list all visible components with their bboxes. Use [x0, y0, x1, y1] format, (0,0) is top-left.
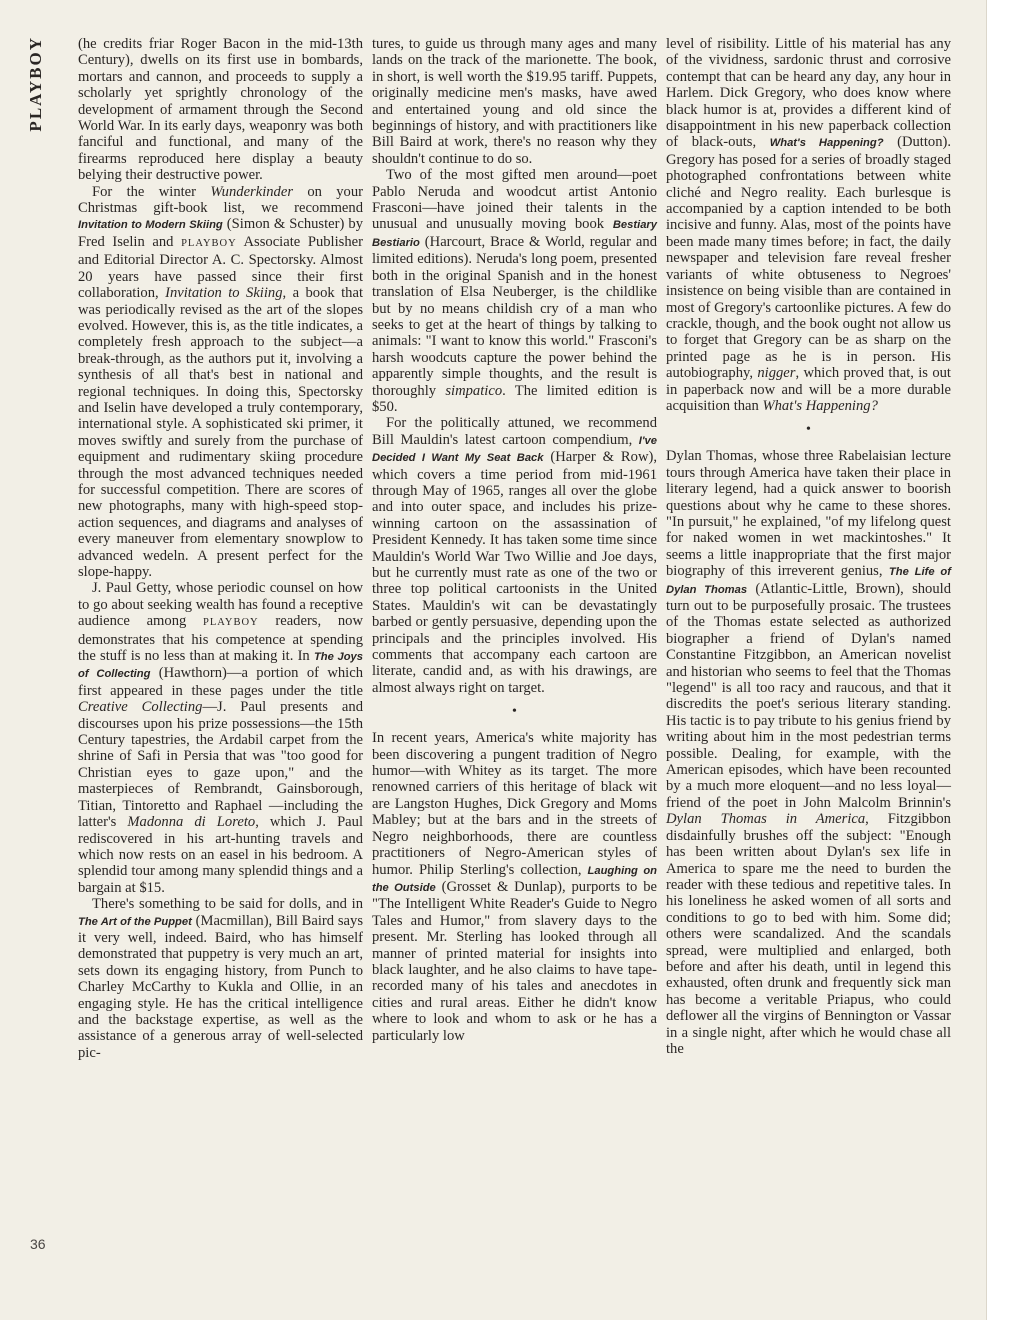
paragraph-text: —J. Paul presents and discourses upon his prize possessions—the 15th Century tapestries, the Ardabil carpet from the shrine of Safi in Persia that was "too good for Christian eyes to gaze upon," and the masterpieces of Rembrandt, Gainsborough, Titian, Tintoretto and Raphael —including the latter's — [78, 699, 363, 831]
page-number: 36 — [30, 1236, 46, 1252]
paragraph-text: There's something to be said for dolls, and in — [92, 896, 363, 913]
italic-text: Invitation to Skiing — [165, 285, 283, 302]
book-title: Bestiary Bestiario — [372, 219, 657, 249]
magazine-name-inline: PLAYBOY — [203, 617, 259, 629]
paragraph-text: (he credits friar Roger Bacon in the mid-13th Century), dwells on its first use in bombards, mortars and cannon, and proceeds to supply a scholarly yet sprightly chronology of the development of armament through the Second World War. In its early days, weaponry was both fanciful and functional, and many of the firearms reproduced here display a beauty belying their destructive power. — [78, 36, 363, 184]
text-column-3 — [666, 36, 951, 1057]
book-title: The Life of Dylan Thomas — [666, 566, 951, 596]
magazine-name-inline: PLAYBOY — [181, 237, 237, 249]
paragraph-text: , which proved that, is out in paperback now and will be a more durable acquisition than — [666, 365, 951, 414]
paragraph-text: For the politically attuned, we recommend Bill Mauldin's latest cartoon compendium, — [372, 415, 657, 448]
italic-text: Dylan Thomas in America — [666, 811, 866, 828]
article-paragraph — [372, 415, 657, 696]
paragraph-text: (Macmillan), Bill Baird says it very well, indeed. Baird, who has himself demonstrated that puppetry is very much an art, sets down its engaging history, from Punch to Charley McCarthy to Kukla and Ollie, in an engaging style. He has the critical intelligence and the backstage expertise, as well as the assistance of a generous array of well-selected pic- — [78, 912, 363, 1061]
paragraph-text: (Grosset & Dunlap), purports to be "The Intelligent White Reader's Guide to Negro Tales and Humor," from slavery days to the present. Mr. Sterling has looked through all manner of printed material for insights into black laughter, and he also claims to have tape-recorded many of his tales and anecdotes in cities and rural areas. Either he didn't know where to look and whom to ask or he has a particularly low — [372, 878, 657, 1044]
book-title: Invitation to Modern Skiing — [78, 219, 223, 232]
article-paragraph — [78, 184, 363, 581]
italic-text: Creative Collecting — [78, 699, 203, 716]
paragraph-text: Two of the most gifted men around—poet Pablo Neruda and woodcut artist Antonio Frasconi—have joined their talents in the unusual and unusually moving book — [372, 167, 657, 233]
paragraph-text: . The limited edition is $50. — [372, 382, 658, 415]
paragraph-text: Dylan Thomas, whose three Rabelaisian lecture tours through America have taken their place in literary legend, had a quick answer to boorish questions about why he came to these shores. "In pursuit," he explained, "of my lifelong quest for naked women in wet mackintoshes." It seems a little inappropriate that the first major biography of this irreverent genius, — [666, 448, 951, 580]
article-paragraph — [372, 730, 657, 1044]
paragraph-text: level of risibility. Little of his material has any of the vividness, sardonic thrust and corrosive contempt that can be heard any day, any hour in Harlem. Dick Gregory, who does know where black humor is at, provides a different kind of disappointment in his new paperback collection of black-outs, — [666, 36, 951, 151]
italic-text: simpatico — [445, 382, 503, 399]
paragraph-text: In recent years, America's white majority has been discovering a pungent tradition of Negro humor—with Whitey as its target. The more renowned carriers of this heritage of black wit are Langston Hughes, Dick Gregory and Moms Mabley; but at the bars and in the streets of Negro neighborhoods, there are countless practitioners of Negro-American styles of humor. Philip Sterling's collection, — [372, 730, 657, 878]
italic-text: What's Happening? — [762, 397, 878, 414]
article-paragraph — [78, 896, 363, 1061]
book-title: I've Decided I Want My Seat Back — [372, 434, 657, 465]
article-paragraph — [666, 36, 951, 414]
paragraph-text: Associate Publisher and Editorial Director A. C. Spectorsky. Almost 20 years have passed since their first collaboration, — [78, 233, 363, 302]
article-paragraph — [666, 448, 951, 1057]
magazine-name: PLAYBOY — [26, 36, 45, 132]
book-title: What's Happening? — [769, 137, 884, 150]
article-paragraph — [78, 580, 363, 896]
italic-text: nigger — [757, 365, 796, 382]
paragraph-text: (Simon & Schuster) by Fred Iselin and — [78, 216, 363, 250]
article-paragraph — [78, 36, 363, 184]
section-separator: • — [806, 422, 811, 438]
paragraph-text: , Fitzgibbon disdainfully brushes off the subject: "Enough has been written about Dylan's sex life in America to spare me the need to burden the reader with these tedious and repetitive tales. In his loneliness he asked women of all sorts and conditions to go to bed with him. Some did; others were scandalized. And the scandals spread, were multiplied and enlarged, both before and after his death, until in legend this exhausted, often drunk and frequently sick man has become a veritable Priapus, who could deflower all the virgins of Bennington or Vassar in a single night, after which he would chase all the — [666, 811, 951, 1057]
article-paragraph — [372, 36, 657, 167]
paragraph-text: For the winter — [92, 183, 211, 200]
text-column-1 — [78, 36, 363, 1061]
paragraph-text: , a book that was periodically revised as the art of the slopes evolved. However, this is, as the title indicates, a completely fresh approach to the subject—a break-through, as the authors put it, involving a synthesis of all that's best in national and regional techniques. In doing this, Spectorsky and Iselin have developed a truly contemporary, international style. A sophisticated ski primer, it moves swiftly and surely from the purchase of equipment and rudimentary skiing procedure through the most advanced techniques needed for successful competition. There are scores of new photographs, many with high-speed stop-action sequences, and diagrams and analyses of every maneuver from elementary snowplow to advanced wedeln. A present perfect for the slope-happy. — [78, 285, 363, 580]
paragraph-text: (Harcourt, Brace & World, regular and limited editions). Neruda's long poem, presented both in the original Spanish and in the honest translation of Elsa Neuberger, is the childlike but by no means childish cry of a man who seeks to get at the heart of things by talking to animals: "I want to know this world." Frasconi's harsh woodcuts capture the power behind the apparently simple thoughts, and the result is thoroughly — [372, 233, 657, 399]
paragraph-text: J. Paul Getty, whose periodic counsel on how to go about seeking wealth has found a receptive audience among — [78, 580, 363, 630]
paragraph-text: (Dutton). Gregory has posed for a series of broadly staged photographed confrontations between white cliché and Negro reality. Each burlesque is accompanied by a caption intended to be both incisive and funny. Alas, most of the points have been made many times before; in fact, the daily newspaper and television fare reveal fresher variants of white obtuseness to Negroes' insistence on being visible than are contained in most of Gregory's cartoonlike pictures. A few do crackle, though, and the book ought not allow us to forget that Gregory can be as sharp on the printed page as he is in person. His autobiography, — [666, 134, 951, 382]
paragraph-text: (Hawthorn)—a portion of which first appeared in these pages under the title — [78, 665, 363, 699]
paragraph-text: (Harper & Row), which covers a time period from mid-1961 through May of 1965, ranges all over the globe and into outer space, and includes his prize-winning cartoon on the assassination of President Kennedy. It has taken some time since Mauldin's World War Two Willie and Joe days, but he currently must rate as one of the two or three top political cartoonists in the United States. Mauldin's wit can be devastatingly barbed or gently persuasive, depending upon the principals and the principles involved. His comments that accompany each cartoon are literate, candid and, as with his drawings, are almost always right on target. — [372, 449, 658, 696]
book-title: The Art of the Puppet — [78, 915, 192, 928]
text-column-2 — [372, 36, 657, 1044]
book-title: Laughing on the Outside — [372, 864, 658, 894]
paragraph-text: on your Christmas gift-book list, we recommend — [78, 183, 363, 217]
book-title: The Joys of Collecting — [78, 651, 363, 681]
paragraph-text: tures, to guide us through many ages and many lands on the track of the marionette. The book, in short, is well worth the $19.95 tariff. Puppets, originally medicine men's masks, have awed and entertained young and old since the beginnings of history, and with practitioners like Bill Baird at work, there's no reason why they shouldn't continue to do so. — [372, 36, 657, 167]
italic-text: Wunderkinder — [210, 183, 294, 200]
paragraph-text: readers, now demonstrates that his competence at spending the stuff is no less than at making it. In — [78, 613, 363, 665]
paragraph-text: , which J. Paul rediscovered in his art-hunting travels and which now rests on an easel in his bedroom. A splendid tour among many splendid things and a bargain at $15. — [78, 814, 364, 896]
article-paragraph — [372, 167, 657, 415]
section-separator: • — [512, 704, 517, 720]
italic-text: Madonna di Loreto — [127, 814, 256, 831]
paragraph-text: (Atlantic-Little, Brown), should turn out to be purposefully prosaic. The trustees of the Thomas estate selected as authorized biographer a friend of Dylan's named Constantine Fitzgibbon, an American novelist and historian who seems to feel that the Thomas "legend" is all too racy and raucous, and that it discredits the poet's serious literary standing. His tactic is to pay tribute to his genius friend by writing about him in the most pedestrian terms possible. Dealing, for example, with the American episodes, which have been recounted by a much more eloquent—and no less loyal—friend of the poet in John Malcolm Brinnin's — [666, 580, 951, 811]
